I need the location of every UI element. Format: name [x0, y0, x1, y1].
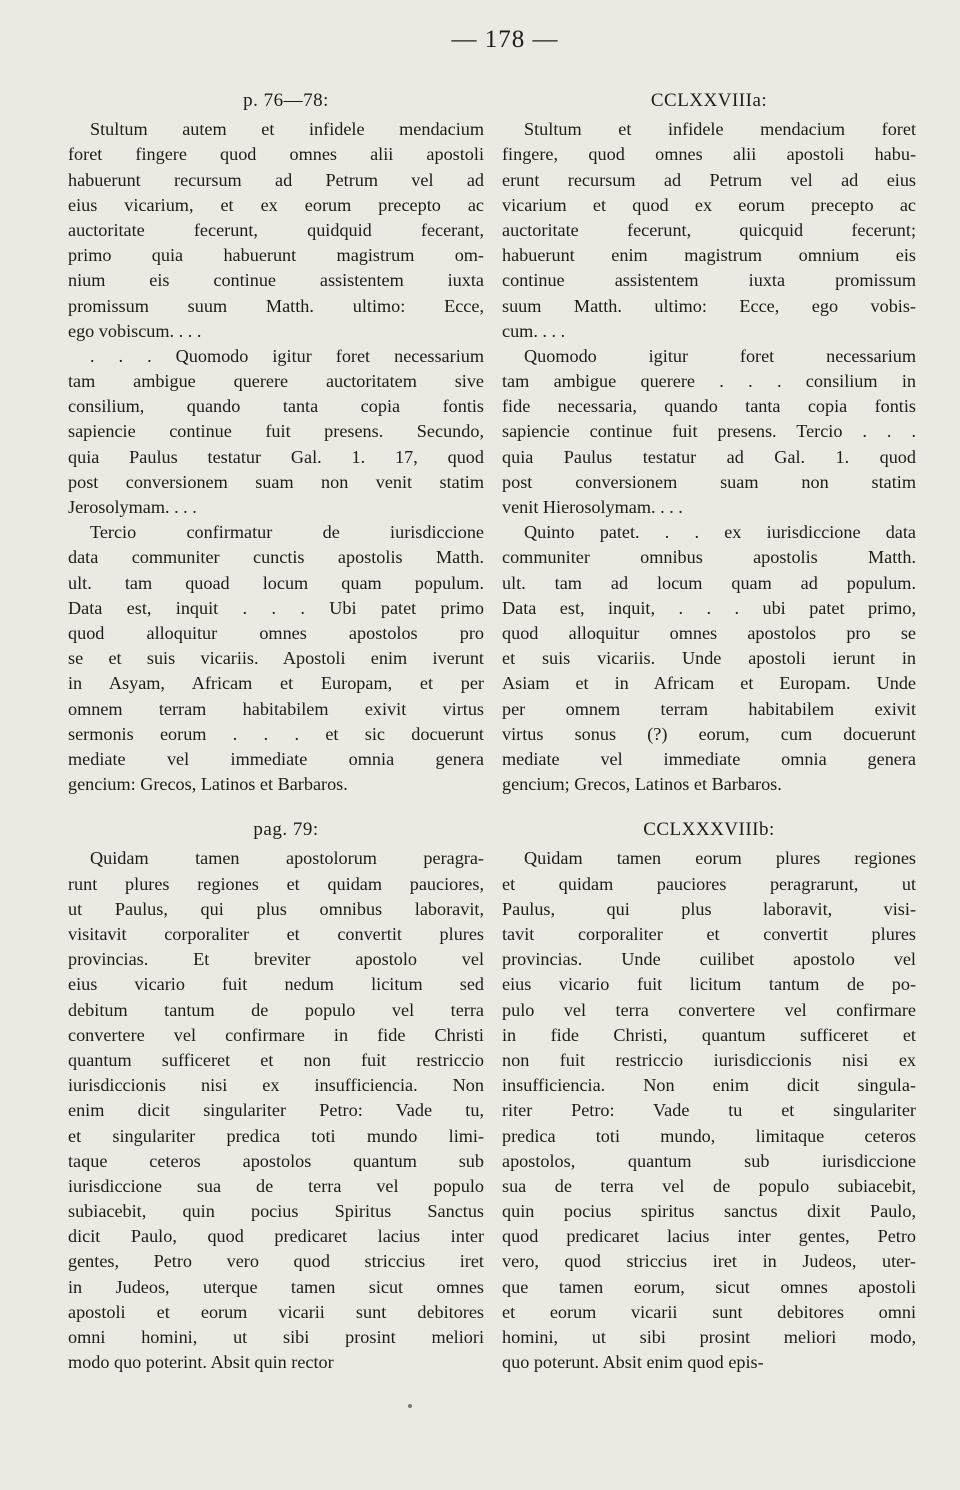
text-line: eius vicario fuit licitum tantum de po- — [502, 974, 916, 995]
text-line: omni homini, ut sibi prosint meliori — [68, 1327, 484, 1347]
paragraph — [502, 344, 916, 520]
text-line: gencium; Grecos, Latinos et Barbaros. — [502, 774, 782, 795]
section-heading: CCLXXXVIIIb: — [643, 819, 775, 841]
text-line: suum Matth. ultimo: Ecce, ego vobis- — [502, 295, 916, 316]
text-line: debitum tantum de populo vel terra — [68, 999, 484, 1020]
text-line: quantum sufficeret et non fuit restriccio — [68, 1049, 484, 1070]
text-line: virtus sonus (?) eorum, cum docuerunt — [502, 723, 916, 744]
text-line: Tercio confirmatur de iurisdiccione — [90, 522, 484, 543]
text-line: tavit corporaliter et convertit plures — [502, 924, 916, 944]
print-speck — [408, 1404, 412, 1408]
text-line: riter Petro: Vade tu et singulariter — [502, 1100, 916, 1121]
text-line: venit Hierosolymam. . . . — [502, 497, 683, 517]
text-line: promissum suum Matth. ultimo: Ecce, — [68, 295, 484, 316]
text-line: sua de terra vel de populo subiacebit, — [502, 1175, 916, 1196]
text-line: fingere, quod omnes alii apostoli habu- — [502, 144, 916, 165]
text-line: habuerunt recursum ad Petrum vel ad — [68, 169, 484, 190]
text-line: post conversionem suam non venit statim — [68, 471, 484, 492]
text-line: taque ceteros apostolos quantum sub — [68, 1150, 484, 1171]
section-heading: CCLXXVIIIa: — [650, 90, 768, 111]
text-line: tam ambigue querere auctoritatem sive — [68, 371, 484, 392]
text-line: enim dicit singulariter Petro: Vade tu, — [68, 1100, 484, 1121]
text-line: in Asyam, Africam et Europam, et per — [68, 673, 484, 694]
text-line: quod predicaret lacius inter gentes, Petro — [502, 1226, 916, 1247]
text-line: . . . Quomodo igitur foret necessarium — [90, 345, 484, 366]
text-line: continue assistentem iuxta promissum — [502, 270, 916, 291]
paragraph — [502, 520, 916, 797]
text-line: que tamen eorum, sicut omnes apostoli — [502, 1276, 916, 1297]
text-line: vicarium et quod ex eorum precepto ac — [502, 194, 916, 215]
text-line: gencium: Grecos, Latinos et Barbaros. — [68, 774, 348, 795]
section-heading: p. 76—78: — [243, 90, 329, 111]
text-line: Quidam tamen apostolorum peragra- — [90, 848, 484, 869]
text-line: gentes, Petro vero quod striccius iret — [68, 1251, 484, 1272]
text-line: ut Paulus, qui plus omnibus laboravit, — [68, 898, 484, 919]
text-line: dicit Paulo, quod predicaret lacius inter — [68, 1226, 484, 1247]
text-line: erunt recursum ad Petrum vel ad eius — [502, 169, 916, 190]
paragraph — [68, 846, 484, 1375]
page-number: — 178 — — [451, 26, 559, 53]
text-line: quin pocius spiritus sanctus dixit Paulo, — [502, 1201, 916, 1222]
text-line: nium eis continue assistentem iuxta — [68, 270, 484, 291]
text-line: apostolos, quantum sub iurisdiccione — [502, 1150, 916, 1171]
text-line: et suis vicariis. Unde apostoli ierunt in — [502, 648, 916, 669]
text-line: apostoli et eorum vicarii sunt debitores — [68, 1301, 484, 1322]
text-line: cum. . . . — [502, 320, 566, 341]
text-line: ego vobiscum. . . . — [68, 320, 202, 341]
text-line: auctoritate fecerunt, quidquid fecerant, — [68, 219, 484, 240]
paragraph — [68, 520, 484, 797]
text-line: modo quo poterint. Absit quin rector — [68, 1352, 334, 1373]
text-line: Data est, inquit . . . Ubi patet primo — [68, 597, 484, 618]
text-line: ult. tam quoad locum quam populum. — [68, 572, 484, 593]
paragraph — [68, 344, 484, 520]
text-line: fide necessaria, quando tanta copia fontis — [502, 396, 916, 417]
text-line: vero, quod striccius iret in Judeos, uter- — [502, 1251, 916, 1272]
left-column — [68, 88, 484, 1375]
text-line: visitavit corporaliter et convertit plures — [68, 924, 484, 944]
text-line: Paulus, qui plus laboravit, visi- — [502, 898, 916, 919]
text-line: quia Paulus testatur Gal. 1. 17, quod — [68, 446, 484, 467]
text-line: et singulariter predica toti mundo limi- — [68, 1125, 484, 1146]
text-line: iurisdiccione sua de terra vel populo — [68, 1175, 484, 1196]
text-line: tam ambigue querere . . . consilium in — [502, 371, 916, 392]
text-line: quod alloquitur omnes apostolos pro — [68, 622, 484, 643]
text-line: insufficiencia. Non enim dicit singula- — [502, 1075, 916, 1096]
paragraph — [502, 117, 916, 344]
text-line: foret fingere quod omnes alii apostoli — [68, 144, 484, 165]
text-line: provincias. Unde cuilibet apostolo vel — [502, 949, 916, 970]
text-line: data communiter cunctis apostolis Matth. — [68, 547, 484, 568]
text-line: convertere vel confirmare in fide Christi — [68, 1024, 484, 1045]
text-line: Quinto patet. . . ex iurisdiccione data — [524, 522, 916, 543]
text-line: sapiencie continue fuit presens. Secundo, — [68, 421, 484, 442]
text-line: Jerosolymam. . . . — [68, 497, 197, 517]
text-line: sapiencie continue fuit presens. Tercio . . . — [502, 421, 916, 442]
text-line: communiter omnibus apostolis Matth. — [502, 547, 916, 568]
paragraph — [68, 117, 484, 344]
text-line: mediate vel immediate omnia genera — [502, 748, 916, 769]
text-line: se et suis vicariis. Apostoli enim iverunt — [68, 648, 484, 669]
text-line: Data est, inquit, . . . ubi patet primo, — [502, 597, 916, 618]
text-line: Stultum et infidele mendacium foret — [524, 119, 916, 140]
text-line: Asiam et in Africam et Europam. Unde — [502, 673, 916, 694]
text-line: quia Paulus testatur ad Gal. 1. quod — [502, 446, 916, 467]
text-line: habuerunt enim magistrum omnium eis — [502, 245, 916, 266]
text-line: runt plures regiones et quidam pauciores, — [68, 873, 484, 894]
section-heading: pag. 79: — [253, 819, 319, 841]
right-column — [502, 88, 916, 1375]
text-line: primo quia habuerunt magistrum om- — [68, 245, 484, 266]
text-line: omnem terram habitabilem exivit virtus — [68, 698, 484, 719]
text-line: mediate vel immediate omnia genera — [68, 748, 484, 769]
text-line: in Judeos, uterque tamen sicut omnes — [68, 1276, 484, 1297]
text-line: quo poterunt. Absit enim quod epis- — [502, 1352, 764, 1373]
text-line: post conversionem suam non statim — [502, 471, 916, 492]
text-line: subiacebit, quin pocius Spiritus Sanctus — [68, 1201, 484, 1222]
text-line: auctoritate fecerunt, quicquid fecerunt; — [502, 219, 916, 240]
text-line: Quidam tamen eorum plures regiones — [524, 848, 916, 869]
text-line: homini, ut sibi prosint meliori modo, — [502, 1327, 916, 1347]
text-line: eius vicarium, et ex eorum precepto ac — [68, 194, 484, 215]
text-line: et eorum vicarii sunt debitores omni — [502, 1301, 916, 1322]
text-line: eius vicario fuit nedum licitum sed — [68, 974, 484, 995]
text-line: non fuit restriccio iurisdiccionis nisi ex — [502, 1049, 916, 1070]
text-line: et quidam pauciores peragrarunt, ut — [502, 873, 916, 894]
text-line: in fide Christi, quantum sufficeret et — [502, 1024, 916, 1045]
text-line: predica toti mundo, limitaque ceteros — [502, 1125, 916, 1146]
text-line: quod alloquitur omnes apostolos pro se — [502, 622, 916, 643]
text-line: ult. tam ad locum quam ad populum. — [502, 572, 916, 593]
text-line: pulo vel terra convertere vel confirmare — [502, 999, 916, 1020]
text-line: per omnem terram habitabilem exivit — [502, 698, 916, 719]
text-line: provincias. Et breviter apostolo vel — [68, 949, 484, 970]
text-line: consilium, quando tanta copia fontis — [68, 396, 484, 417]
paragraph — [502, 846, 916, 1375]
text-line: iurisdiccionis nisi ex insufficiencia. Non — [68, 1075, 484, 1096]
text-line: sermonis eorum . . . et sic docuerunt — [68, 723, 484, 744]
text-line: Quomodo igitur foret necessarium — [524, 345, 916, 366]
text-line: Stultum autem et infidele mendacium — [90, 119, 484, 140]
